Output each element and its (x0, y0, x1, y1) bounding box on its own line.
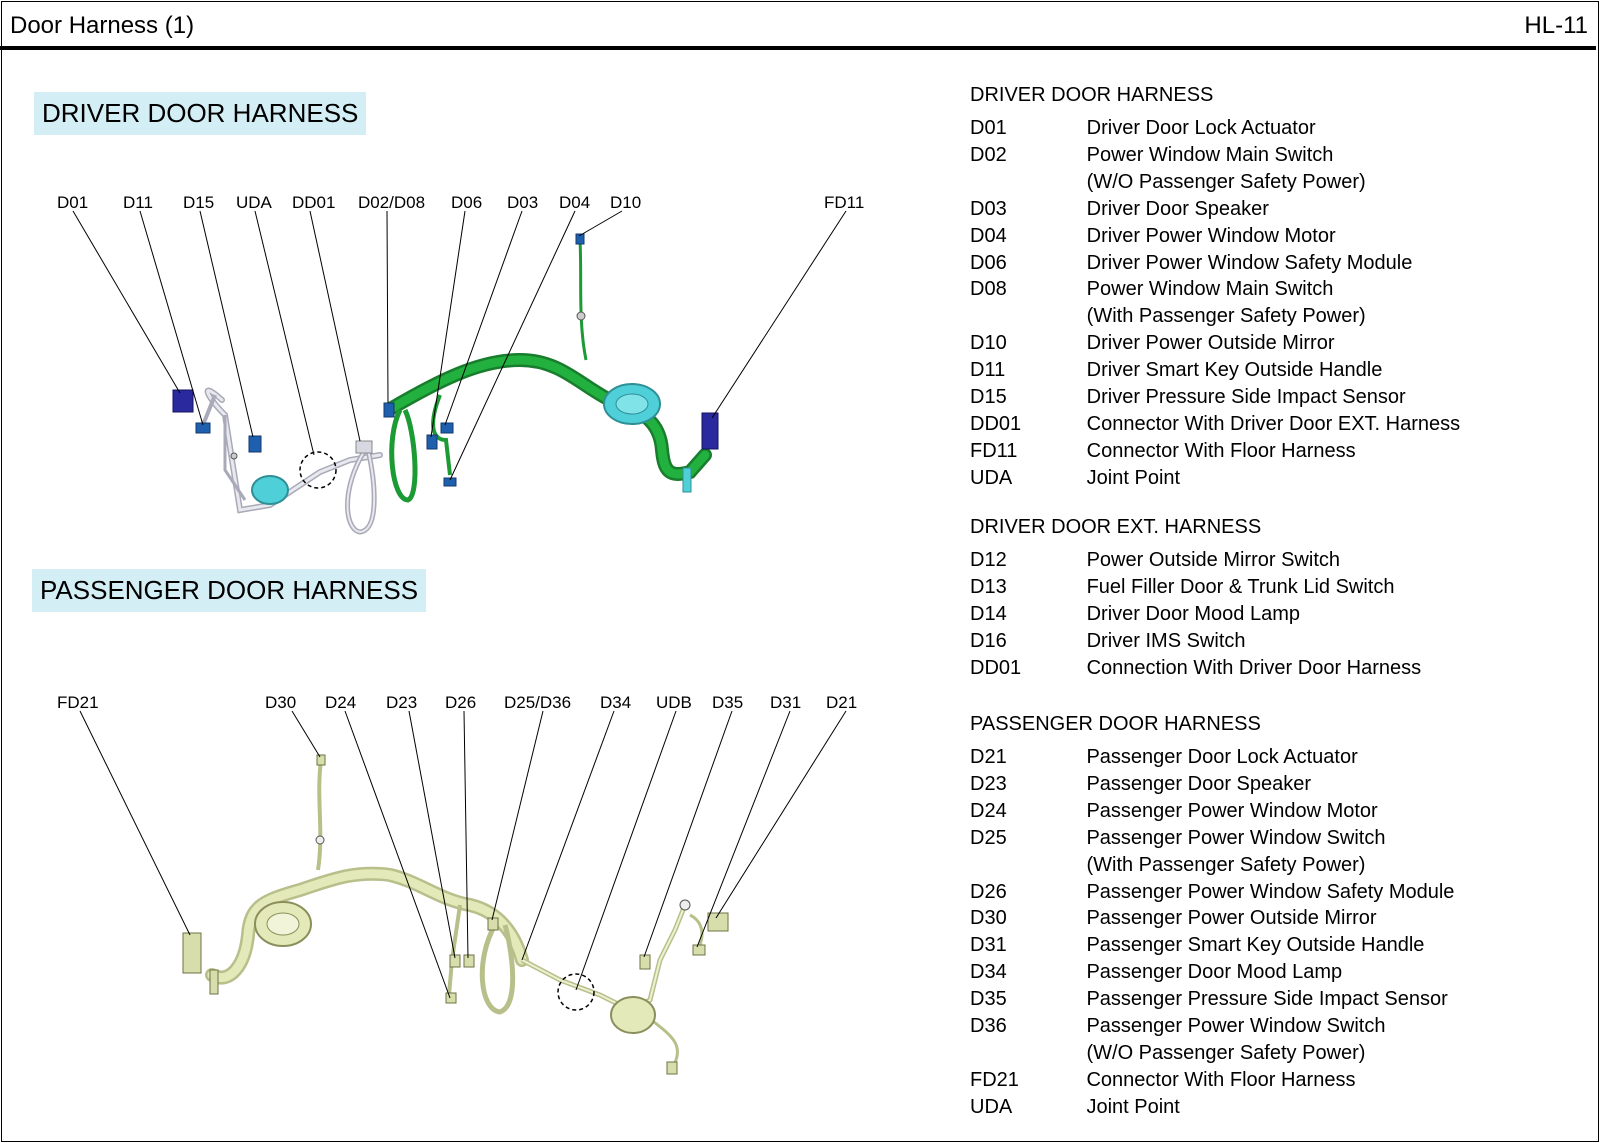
legend-code: FD21 (970, 1068, 1019, 1091)
legend-code: D31 (970, 934, 1007, 957)
legend-code: D26 (970, 880, 1007, 903)
passenger-section-title: PASSENGER DOOR HARNESS (32, 569, 426, 612)
legend-row (970, 276, 1600, 330)
callout-d01: D01 (57, 193, 89, 212)
driver-section-title: DRIVER DOOR HARNESS (34, 92, 366, 135)
callout-uda: UDA (236, 193, 272, 212)
legend-row (970, 250, 1600, 277)
callout-d26: D26 (445, 693, 477, 712)
legend-code: UDA (970, 466, 1013, 489)
callout-d06: D06 (451, 193, 483, 212)
callout-d24: D24 (325, 693, 357, 712)
passenger-callouts (57, 693, 857, 712)
legend-row (970, 771, 1600, 798)
legend-code: D34 (970, 961, 1007, 984)
legend-desc: Passenger Door Lock Actuator (1086, 746, 1358, 768)
callout-d10: D10 (610, 193, 642, 212)
legend-desc: Passenger Power Window Switch (With Passenger Safety Power) (1086, 826, 1386, 876)
legend-code: D21 (970, 746, 1007, 768)
legend-row (970, 384, 1600, 411)
callout-fd21: FD21 (57, 693, 99, 712)
legend-code: UDA (970, 1095, 1013, 1118)
legend-code: D15 (970, 386, 1007, 409)
legend-row (970, 357, 1600, 384)
page-number: HL-11 (1524, 12, 1588, 39)
legend-desc: Power Window Main Switch (W/O Passenger Safety Power) (1086, 143, 1366, 193)
legend-code: FD11 (970, 439, 1018, 462)
callout-d23: D23 (386, 693, 418, 712)
legend-row (970, 932, 1600, 959)
driver-leader-lines (73, 211, 846, 480)
passenger-harness-drawing (183, 755, 728, 1074)
callout-d31: D31 (770, 693, 802, 712)
callout-d30: D30 (265, 693, 297, 712)
legend-code: D10 (970, 332, 1007, 355)
legend-row (970, 628, 1600, 655)
legend-code: D03 (970, 197, 1007, 220)
legend-row (970, 142, 1600, 196)
legend-desc: Fuel Filler Door & Trunk Lid Switch (1086, 575, 1395, 598)
legend-desc: Driver Smart Key Outside Handle (1086, 359, 1383, 382)
legend-passenger-door-harness (970, 713, 1600, 1121)
legend-code: D13 (970, 575, 1007, 598)
legend-row (970, 547, 1600, 574)
driver-callouts (57, 193, 864, 212)
legend-desc: Driver Door Lock Actuator (1086, 117, 1316, 139)
legend-code: DD01 (970, 656, 1022, 679)
legend-heading: DRIVER DOOR EXT. HARNESS (970, 516, 1262, 538)
legend-row (970, 574, 1600, 601)
callout-d04: D04 (559, 193, 591, 212)
legend-desc: Passenger Door Mood Lamp (1086, 961, 1343, 984)
legend-desc: Passenger Smart Key Outside Handle (1086, 934, 1425, 957)
legend-row (970, 879, 1600, 906)
legend-code: D11 (970, 359, 1006, 382)
legend-desc: Driver Pressure Side Impact Sensor (1086, 386, 1406, 409)
legend-code: D23 (970, 772, 1007, 795)
legend-desc: Driver Power Window Safety Module (1086, 251, 1413, 274)
legend-desc: Driver Door Mood Lamp (1086, 602, 1301, 625)
legend-row (970, 1013, 1600, 1067)
legend-code: D08 (970, 278, 1007, 301)
callout-dd01: DD01 (292, 193, 336, 212)
legend-heading: DRIVER DOOR HARNESS (970, 84, 1214, 106)
legend-row (970, 601, 1600, 628)
legend-desc: Passenger Power Window Switch (W/O Passenger Safety Power) (1086, 1015, 1386, 1064)
legend-table (970, 115, 1600, 492)
legend-desc: Passenger Pressure Side Impact Sensor (1086, 988, 1448, 1011)
legend-row (970, 115, 1600, 142)
legend-row (970, 655, 1600, 682)
legend-heading: PASSENGER DOOR HARNESS (970, 713, 1261, 735)
driver-harness-drawing (173, 234, 718, 532)
callout-d21: D21 (826, 693, 858, 712)
legend-desc: Driver Power Window Motor (1086, 224, 1336, 247)
legend-driver-door-harness (970, 84, 1600, 492)
legend-row (970, 196, 1600, 223)
legend-row (970, 825, 1600, 879)
legend-table (970, 547, 1600, 682)
callout-udb: UDB (656, 693, 692, 712)
legend-code: D36 (970, 1015, 1007, 1038)
legend-desc: Connection With Driver Door Harness (1086, 656, 1422, 679)
callout-fd11: FD11 (824, 193, 865, 212)
legend-row (970, 744, 1600, 771)
legend-row (970, 223, 1600, 250)
legend-desc: Connector With Floor Harness (1086, 1068, 1356, 1091)
legend-desc: Passenger Door Speaker (1086, 772, 1312, 795)
callout-d11: D11 (123, 193, 153, 212)
legend-row (970, 986, 1600, 1013)
legend-desc: Connector With Driver Door EXT. Harness (1086, 412, 1461, 435)
legend-driver-door-ext-harness (970, 516, 1600, 682)
legend-code: D01 (970, 117, 1007, 139)
legend-row (970, 330, 1600, 357)
legend-row (970, 411, 1600, 438)
legend-row (970, 465, 1600, 492)
legend-desc: Passenger Power Outside Mirror (1086, 907, 1377, 930)
legend-code: D16 (970, 629, 1007, 652)
legend-table (970, 744, 1600, 1121)
legend-desc: Joint Point (1086, 1095, 1180, 1118)
legend-code: D25 (970, 826, 1007, 849)
legend-code: D24 (970, 799, 1007, 822)
legend-desc: Passenger Power Window Safety Module (1086, 880, 1455, 903)
legend-desc: Power Outside Mirror Switch (1086, 549, 1340, 571)
legend-row (970, 959, 1600, 986)
callout-d34: D34 (600, 693, 632, 712)
legend-code: D04 (970, 224, 1007, 247)
legend-desc: Passenger Power Window Motor (1086, 799, 1378, 822)
legend-desc: Driver IMS Switch (1086, 629, 1246, 652)
callout-d35: D35 (712, 693, 744, 712)
legend-code: D14 (970, 602, 1007, 625)
legend-row (970, 1067, 1600, 1094)
callout-d25-d36: D25/D36 (504, 693, 572, 712)
legend-desc: Joint Point (1086, 466, 1181, 489)
legend-row (970, 438, 1600, 465)
legend-code: D35 (970, 988, 1007, 1011)
legend-code: D02 (970, 143, 1007, 166)
callout-d15: D15 (183, 193, 215, 212)
legend-code: D30 (970, 907, 1007, 930)
legend-code: D12 (970, 549, 1007, 571)
legend-desc: Driver Door Speaker (1086, 197, 1269, 220)
legend-desc: Driver Power Outside Mirror (1086, 332, 1335, 355)
legend-row (970, 905, 1600, 932)
legend-row (970, 1094, 1600, 1121)
page-title: Door Harness (1) (10, 12, 195, 39)
legend-desc: Connector With Floor Harness (1086, 439, 1356, 462)
legend-code: D06 (970, 251, 1007, 274)
legend-row (970, 798, 1600, 825)
callout-d03: D03 (507, 193, 539, 212)
legend-code: DD01 (970, 412, 1022, 435)
callout-d02-d08: D02/D08 (358, 193, 426, 212)
legend-desc: Power Window Main Switch (With Passenger Safety Power) (1086, 278, 1366, 328)
